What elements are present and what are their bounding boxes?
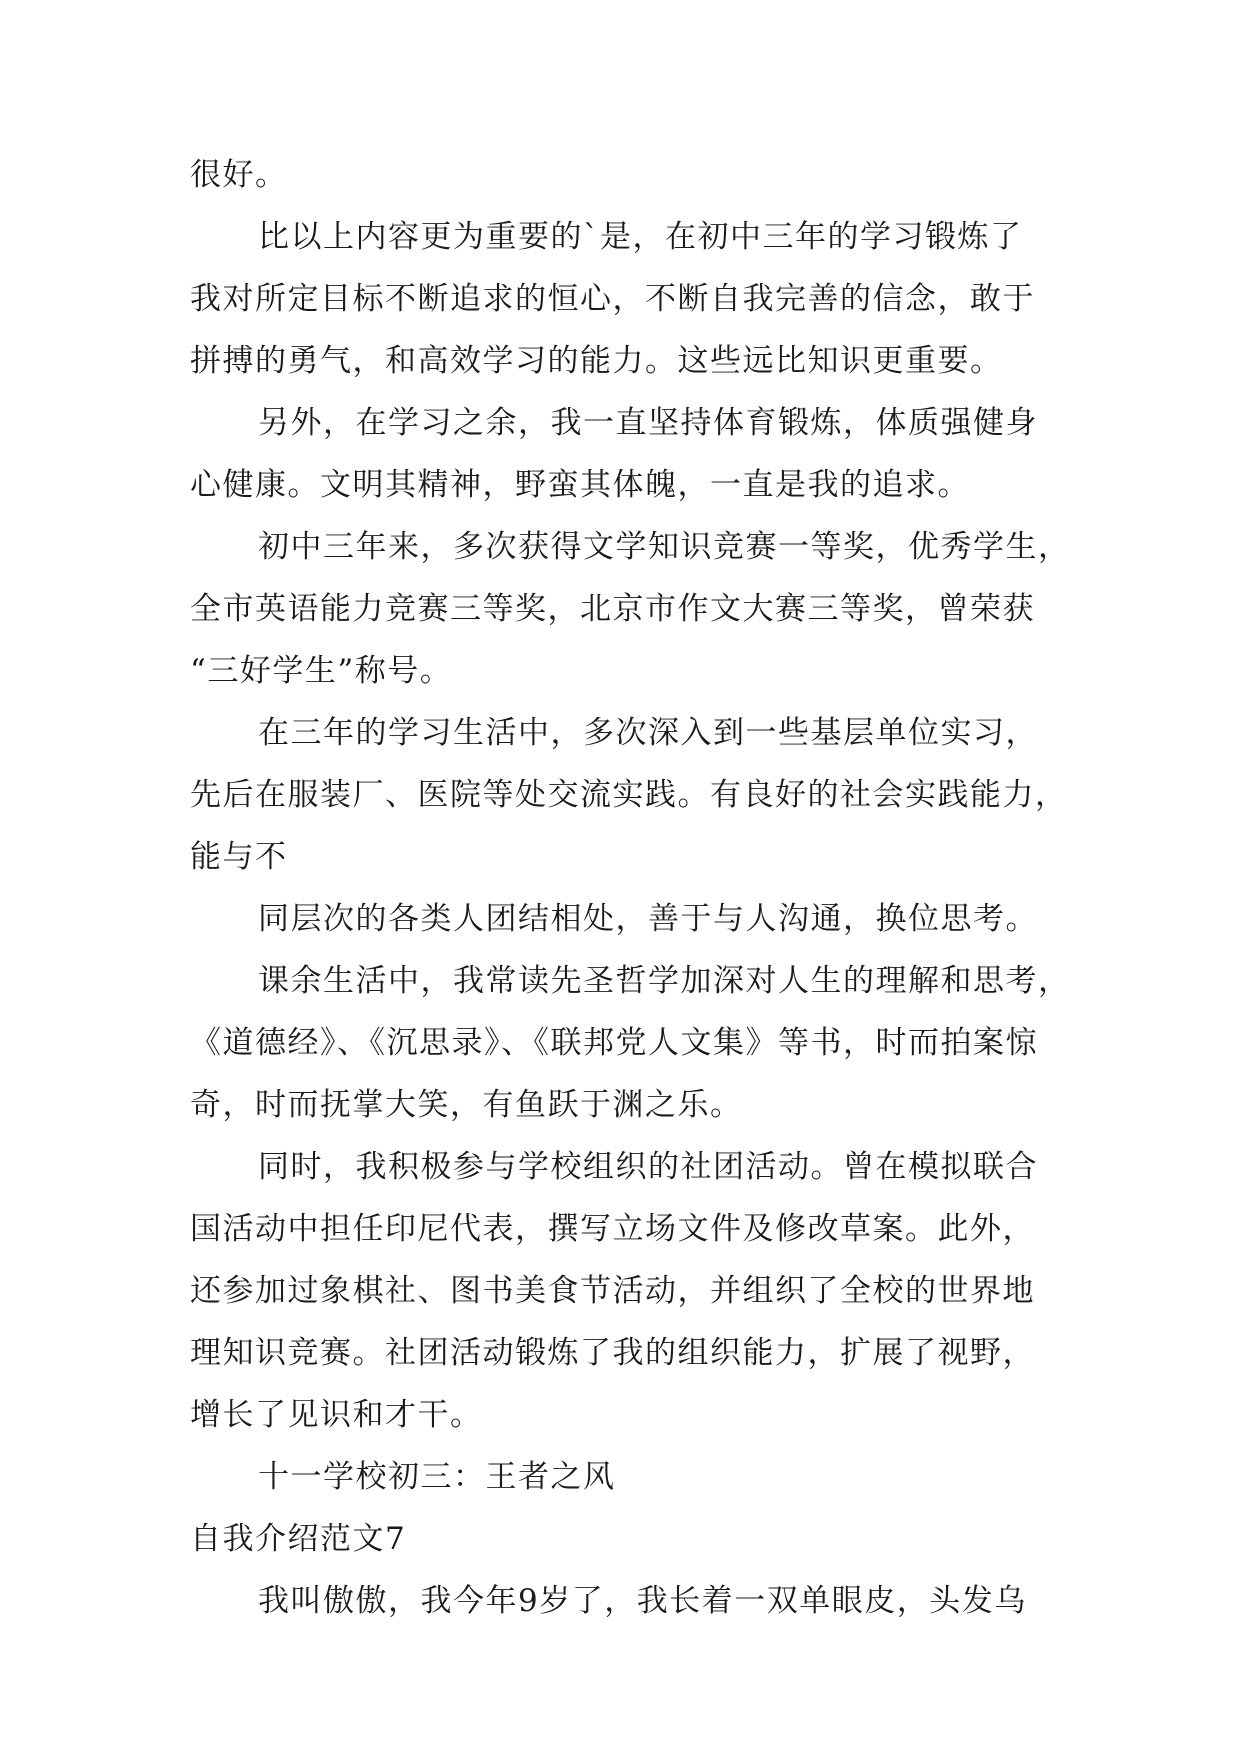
text-line: 在三年的学习生活中，多次深入到一些基层单位实习，: [258, 715, 1038, 751]
text-line: 全市英语能力竞赛三等奖，北京市作文大赛三等奖，曾荣获: [190, 591, 1035, 627]
section-note: 十一学校初三：王者之风: [258, 1459, 616, 1495]
text-line: 比以上内容更为重要的`是，在初中三年的学习锻炼了: [258, 219, 1023, 255]
text-line: “三好学生”称号。: [190, 653, 453, 689]
text-line: 国活动中担任印尼代表，撰写立场文件及修改草案。此外，: [190, 1211, 1035, 1247]
text-line: 初中三年来，多次获得文学知识竞赛一等奖，优秀学生，: [258, 529, 1071, 565]
text-line: 课余生活中，我常读先圣哲学加深对人生的理解和思考，: [258, 963, 1071, 999]
text-line: 先后在服装厂、医院等处交流实践。有良好的社会实践能力，: [190, 777, 1068, 813]
text-line: 心健康。文明其精神，野蛮其体魄，一直是我的追求。: [190, 467, 970, 503]
text-line: 我叫傲傲，我今年9岁了，我长着一双单眼皮，头发乌: [258, 1583, 1027, 1619]
text-line: 奇，时而抚掌大笑，有鱼跃于渊之乐。: [190, 1087, 743, 1123]
text-line: 同层次的各类人团结相处，善于与人沟通，换位思考。: [258, 901, 1038, 937]
text-line: 增长了见识和才干。: [190, 1397, 483, 1433]
text-line: 我对所定目标不断追求的恒心，不断自我完善的信念，敢于: [190, 281, 1035, 317]
text-line: 还参加过象棋社、图书美食节活动，并组织了全校的世界地: [190, 1273, 1035, 1309]
text-line: 《道德经》、《沉思录》、《联邦党人文集》等书，时而拍案惊: [190, 1025, 1038, 1061]
text-line: 很好。: [190, 157, 288, 193]
text-line: 能与不: [190, 839, 288, 875]
text-line: 拼搏的勇气，和高效学习的能力。这些远比知识更重要。: [190, 343, 1003, 379]
text-line: 另外，在学习之余，我一直坚持体育锻炼，体质强健身: [258, 405, 1038, 441]
text-line: 理知识竞赛。社团活动锻炼了我的组织能力，扩展了视野，: [190, 1335, 1035, 1371]
text-line: 同时，我积极参与学校组织的社团活动。曾在模拟联合: [258, 1149, 1038, 1185]
section-heading: 自我介绍范文7: [190, 1521, 407, 1557]
